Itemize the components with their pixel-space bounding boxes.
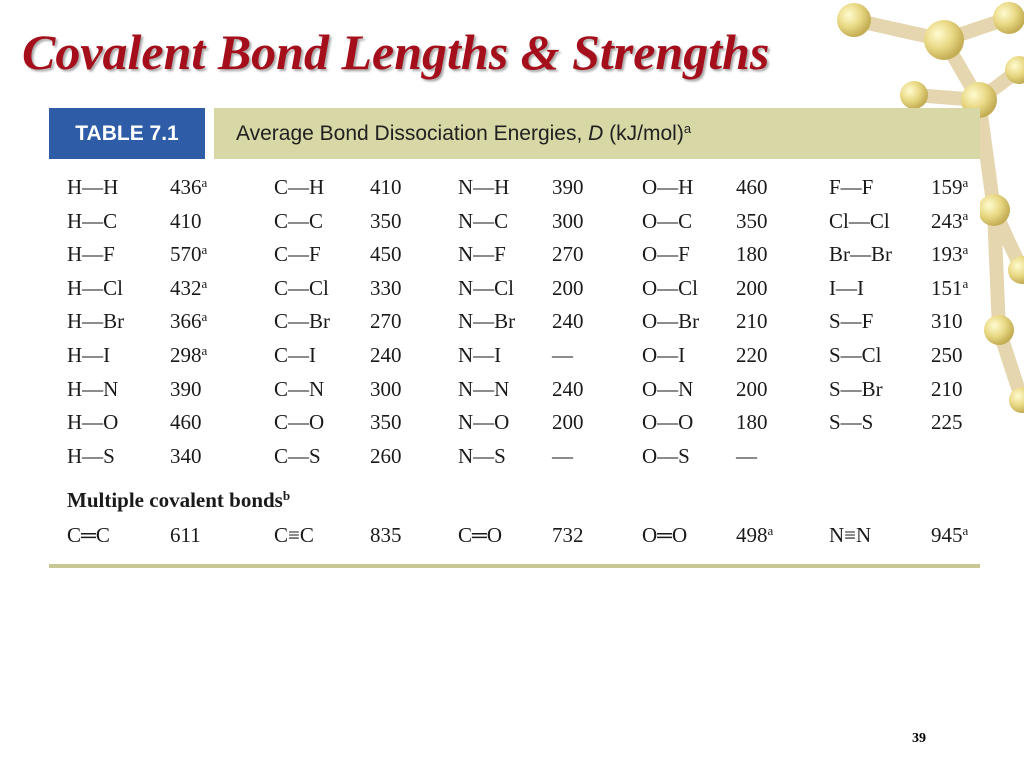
energy-number: 390 xyxy=(552,175,584,199)
multiple-bond-energy xyxy=(736,522,773,548)
bond-label: N—F xyxy=(458,242,506,267)
bond-label: N—H xyxy=(458,175,510,199)
multiple-bond-energy xyxy=(170,522,201,548)
bond-label: C—F xyxy=(274,242,321,267)
multiple-bonds-heading-text: Multiple covalent bonds xyxy=(67,488,283,512)
bond-label: O—I xyxy=(642,343,686,367)
bond-label: H—O xyxy=(67,410,119,435)
energy-number: 180 xyxy=(736,410,768,435)
table-bottom-rule xyxy=(49,564,980,568)
bond-label: C—I xyxy=(274,343,316,367)
footnote-mark: a xyxy=(962,275,969,291)
energy-number: 350 xyxy=(370,208,402,233)
energy-number: 260 xyxy=(370,443,402,468)
energy-number: 450 xyxy=(370,242,402,267)
energy-number: 193 xyxy=(931,242,963,267)
bond-energy-value xyxy=(370,409,402,435)
energy-number: 240 xyxy=(552,376,584,401)
energy-number: 270 xyxy=(552,242,584,267)
multiple-bonds-heading xyxy=(67,487,290,513)
multiple-bond-energy xyxy=(370,522,402,548)
bond-label: C—Br xyxy=(274,309,331,334)
energy-number: 436 xyxy=(170,175,202,199)
bond-label: N—S xyxy=(458,443,506,468)
footnote-mark: a xyxy=(201,309,208,325)
bond-energy-value xyxy=(931,275,968,301)
energy-number: 310 xyxy=(931,309,963,334)
energy-number: 366 xyxy=(170,309,202,334)
bond-energy-value xyxy=(370,376,402,402)
bond-label: C—O xyxy=(274,410,325,435)
bond-energy-value xyxy=(736,376,768,402)
bond-label: H—H xyxy=(67,175,119,199)
bond-label: S—S xyxy=(829,410,874,435)
bond-label: C—H xyxy=(274,175,325,199)
energy-number: 210 xyxy=(736,309,768,334)
bond-label: Cl—Cl xyxy=(829,208,890,233)
bond-energy-value xyxy=(370,443,402,469)
bond-energy-value xyxy=(170,241,207,267)
bond-label: N—O xyxy=(458,410,510,435)
energy-number: 225 xyxy=(931,410,963,435)
multiple-bond-energy xyxy=(931,522,968,548)
energy-number: 460 xyxy=(170,410,202,435)
bond-label: O—C xyxy=(642,208,693,233)
slide-title: Covalent Bond Lengths & Strengths xyxy=(22,24,770,80)
bond-energy-value xyxy=(931,308,963,334)
bond-label: N—I xyxy=(458,343,502,367)
bond-energy-value xyxy=(931,409,963,435)
bond-energy-value xyxy=(736,241,768,267)
energy-number: 732 xyxy=(552,523,584,547)
footnote-mark: a xyxy=(767,522,774,538)
energy-number: 330 xyxy=(370,275,402,300)
footnote-mark: a xyxy=(201,174,208,190)
energy-number: 159 xyxy=(931,175,963,199)
table-header xyxy=(49,108,980,159)
energy-number: — xyxy=(552,343,573,367)
bond-energy-value xyxy=(552,376,584,402)
energy-number: 240 xyxy=(370,343,402,367)
footnote-mark: a xyxy=(962,242,969,258)
bond-label: Br—Br xyxy=(829,242,892,267)
caption-variable: D xyxy=(588,122,604,145)
energy-number: — xyxy=(552,443,573,468)
bond-energy-value xyxy=(370,174,402,200)
bond-label: H—Br xyxy=(67,309,125,334)
energy-number: 340 xyxy=(170,443,202,468)
energy-number: 151 xyxy=(931,275,963,300)
bond-label: O—N xyxy=(642,376,694,401)
energy-number: 835 xyxy=(370,523,402,547)
bond-label: O—O xyxy=(642,410,694,435)
bond-label: O—Cl xyxy=(642,275,699,300)
energy-number: 200 xyxy=(736,376,768,401)
energy-number: — xyxy=(736,443,757,468)
bond-energy-value xyxy=(370,275,402,301)
bond-label: S—Br xyxy=(829,376,883,401)
bond-energy-value xyxy=(736,342,768,368)
energy-number: 210 xyxy=(931,376,963,401)
bond-label: S—F xyxy=(829,309,874,334)
bond-energy-value xyxy=(170,308,207,334)
bond-energy-value xyxy=(552,409,584,435)
bond-label: C—Cl xyxy=(274,275,329,300)
footnote-mark: a xyxy=(962,208,969,224)
bond-label: C—N xyxy=(274,376,325,401)
energy-number: 200 xyxy=(552,275,584,300)
bond-label: C—C xyxy=(274,208,324,233)
energy-number: 200 xyxy=(552,410,584,435)
multiple-bond-label: C═C xyxy=(67,523,110,547)
bond-energy-value xyxy=(552,208,584,234)
bond-energy-value xyxy=(931,208,968,234)
energy-number: 945 xyxy=(931,523,963,547)
energy-number: 390 xyxy=(170,376,202,401)
multiple-bond-label: C═O xyxy=(458,523,503,547)
multiple-bonds-footnote-mark: b xyxy=(282,487,291,503)
bond-label: H—C xyxy=(67,208,118,233)
energy-number: 432 xyxy=(170,275,202,300)
bond-energy-value xyxy=(552,342,573,368)
multiple-bond-label: O═O xyxy=(642,523,688,547)
bond-energy-value xyxy=(736,174,768,200)
bond-label: N—Cl xyxy=(458,275,515,300)
bond-energy-value xyxy=(170,208,202,234)
bond-label: N—C xyxy=(458,208,509,233)
bond-energy-value xyxy=(170,443,202,469)
bond-energy-value xyxy=(931,174,968,200)
multiple-bond-label: N≡N xyxy=(829,523,872,547)
bond-label: H—S xyxy=(67,443,115,468)
bond-energy-value xyxy=(552,308,584,334)
page-number: 39 xyxy=(912,731,926,746)
caption-prefix: Average Bond Dissociation Energies, xyxy=(236,122,589,145)
bond-label: O—H xyxy=(642,175,694,199)
energy-number: 570 xyxy=(170,242,202,267)
bond-energy-value xyxy=(931,342,963,368)
bond-energy-value xyxy=(370,241,402,267)
bond-energy-value xyxy=(552,174,584,200)
bond-energy-value xyxy=(552,275,584,301)
multiple-bond-label: C≡C xyxy=(274,523,314,547)
bond-energy-value xyxy=(931,241,968,267)
bond-label: C—S xyxy=(274,443,321,468)
bond-energy-value xyxy=(170,376,202,402)
footnote-mark: a xyxy=(201,342,208,358)
energy-number: 410 xyxy=(370,175,402,199)
bond-energy-value xyxy=(552,241,584,267)
energy-number: 300 xyxy=(552,208,584,233)
footnote-mark: a xyxy=(962,522,969,538)
footnote-mark: a xyxy=(962,174,969,190)
bond-energy-value xyxy=(170,409,202,435)
bond-label: N—N xyxy=(458,376,510,401)
bond-energy-value xyxy=(370,208,402,234)
table-number-label: TABLE 7.1 xyxy=(49,108,205,159)
bond-label: H—F xyxy=(67,242,115,267)
energy-number: 270 xyxy=(370,309,402,334)
energy-number: 240 xyxy=(552,309,584,334)
bond-label: N—Br xyxy=(458,309,516,334)
bond-label: O—F xyxy=(642,242,690,267)
bond-label: H—N xyxy=(67,376,119,401)
energy-number: 250 xyxy=(931,343,963,367)
energy-number: 350 xyxy=(370,410,402,435)
bond-label: S—Cl xyxy=(829,343,882,367)
bond-energy-value xyxy=(736,443,757,469)
bond-label: H—Cl xyxy=(67,275,124,300)
bond-label: I—I xyxy=(829,275,864,300)
bond-energy-value xyxy=(170,342,207,368)
energy-number: 460 xyxy=(736,175,768,199)
energy-number: 410 xyxy=(170,208,202,233)
bond-label: F—F xyxy=(829,175,874,199)
energy-number: 300 xyxy=(370,376,402,401)
bond-label: O—Br xyxy=(642,309,700,334)
bond-energy-value xyxy=(736,275,768,301)
bond-energy-value xyxy=(736,308,768,334)
energy-number: 350 xyxy=(736,208,768,233)
bond-energy-value xyxy=(170,275,207,301)
energy-number: 611 xyxy=(170,523,201,547)
energy-number: 498 xyxy=(736,523,768,547)
bond-energy-value xyxy=(170,174,207,200)
energy-number: 243 xyxy=(931,208,963,233)
bond-energy-value xyxy=(931,376,963,402)
bond-energy-value xyxy=(736,409,768,435)
footnote-mark: a xyxy=(201,242,208,258)
bond-energy-value xyxy=(370,342,402,368)
energy-number: 200 xyxy=(736,275,768,300)
caption-footnote-mark: a xyxy=(683,120,692,136)
bond-energy-value xyxy=(552,443,573,469)
bond-label: H—I xyxy=(67,343,111,367)
energy-number: 180 xyxy=(736,242,768,267)
multiple-bond-energy xyxy=(552,522,584,548)
caption-unit: (kJ/mol) xyxy=(603,122,684,145)
bond-energy-table xyxy=(49,108,980,568)
bond-label: O—S xyxy=(642,443,690,468)
footnote-mark: a xyxy=(201,275,208,291)
bond-energy-value xyxy=(736,208,768,234)
table-caption xyxy=(214,108,980,159)
energy-number: 298 xyxy=(170,343,202,367)
energy-number: 220 xyxy=(736,343,768,367)
bond-energy-value xyxy=(370,308,402,334)
